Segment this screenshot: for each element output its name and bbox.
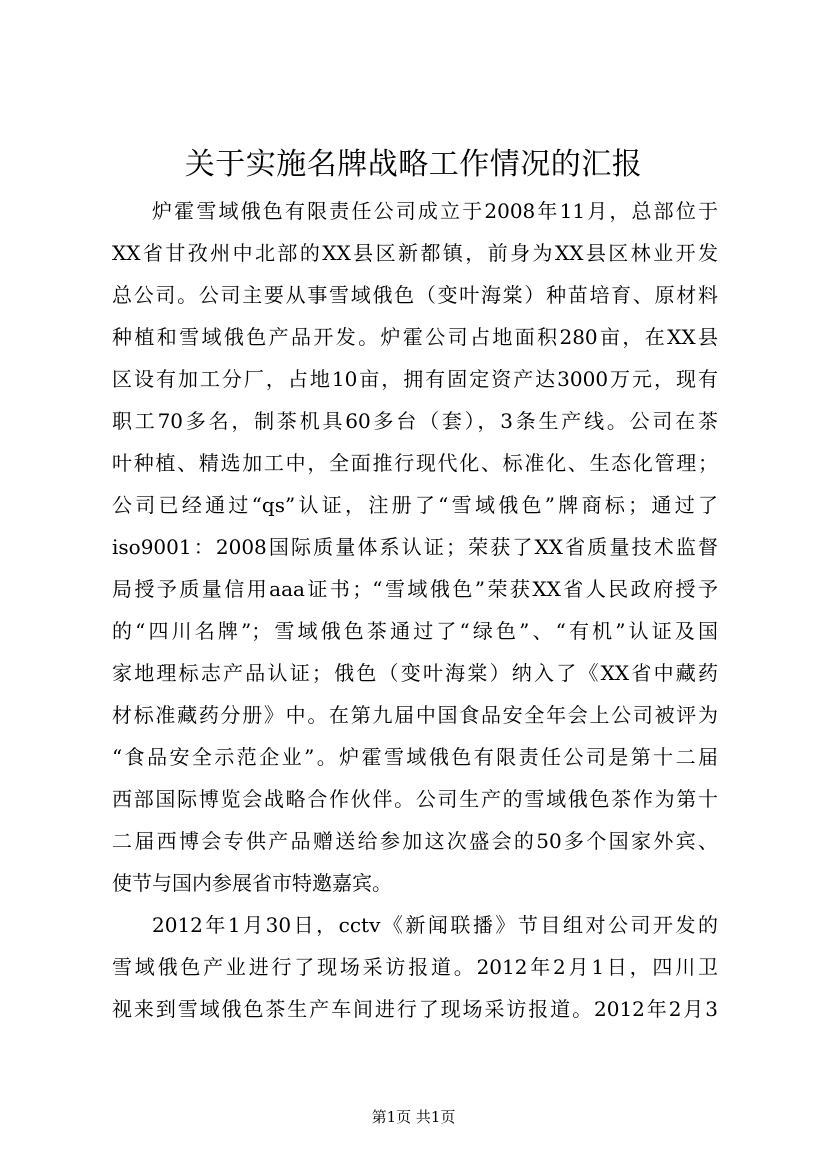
paragraph-line: 公司已经通过“qs”认证，注册了“雪域俄色”牌商标；通过了 (112, 493, 718, 517)
document-title: 关于实施名牌战略工作情况的汇报 (184, 147, 643, 182)
paragraph-line: 职工70多名，制茶机具60多台（套），3条生产线。公司在茶 (112, 409, 718, 433)
paragraph-line: 炉霍雪域俄色有限责任公司成立于2008年11月，总部位于 (152, 199, 718, 223)
paragraph-line: 总公司。公司主要从事雪域俄色（变叶海棠）种苗培育、原材料 (112, 283, 718, 307)
paragraph-line: 雪域俄色产业进行了现场采访报道。2012年2月1日，四川卫 (112, 955, 718, 979)
paragraph-line: 使节与国内参展省市特邀嘉宾。 (112, 871, 392, 895)
paragraph-line: 种植和雪域俄色产品开发。炉霍公司占地面积280亩，在XX县 (112, 325, 718, 349)
paragraph-line: 材标准藏药分册》中。在第九届中国食品安全年会上公司被评为 (112, 703, 718, 727)
paragraph-line: 区设有加工分厂，占地10亩，拥有固定资产达3000万元，现有 (112, 367, 718, 391)
paragraph-line: 家地理标志产品认证；俄色（变叶海棠）纳入了《XX省中藏药 (112, 661, 718, 685)
paragraph-line: 的“四川名牌”；雪域俄色茶通过了“绿色”、“有机”认证及国 (112, 619, 718, 643)
paragraph-line: iso9001：2008国际质量体系认证；荣获了XX省质量技术监督 (112, 535, 718, 559)
paragraph-line: XX省甘孜州中北部的XX县区新都镇，前身为XX县区林业开发 (112, 241, 718, 265)
page-number-footer: 第1页 共1页 (371, 1108, 456, 1126)
paragraph-line: 2012年1月30日，cctv《新闻联播》节目组对公司开发的 (152, 913, 718, 937)
paragraph-line: 叶种植、精选加工中，全面推行现代化、标准化、生态化管理； (112, 451, 718, 475)
paragraph-line: 二届西博会专供产品赠送给参加这次盛会的50多个国家外宾、 (112, 829, 718, 853)
paragraph-line: 视来到雪域俄色茶生产车间进行了现场采访报道。2012年2月3 (112, 997, 718, 1021)
paragraph-line: 西部国际博览会战略合作伙伴。公司生产的雪域俄色茶作为第十 (112, 787, 718, 811)
paragraph-line: “食品安全示范企业”。炉霍雪域俄色有限责任公司是第十二届 (112, 745, 718, 769)
paragraph-line: 局授予质量信用aaa证书；“雪域俄色”荣获XX省人民政府授予 (112, 577, 718, 601)
